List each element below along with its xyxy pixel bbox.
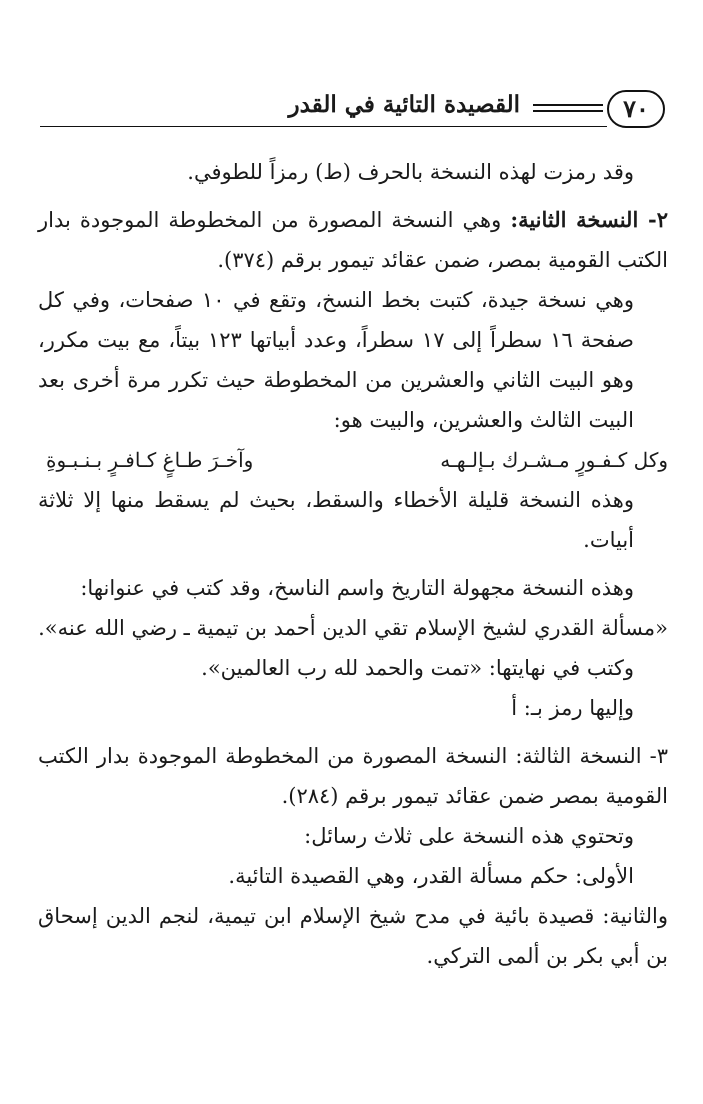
paragraph-title-quote: «مسألة القدري لشيخ الإسلام تقي الدين أحمد بن تيمية ـ رضي الله عنه». — [38, 616, 668, 640]
poem-verse — [38, 440, 668, 480]
section-heading-second-copy: ٢- النسخة الثانية: — [510, 207, 668, 232]
page-header — [40, 86, 665, 136]
verse-second-hemistich: وآخـرَ طـاغٍ كـافـرٍ بـنـبـوةِ — [46, 448, 254, 472]
paragraph-symbol-note: وقد رمزت لهذه النسخة بالحرف (ط) رمزاً للطوفي. — [187, 160, 634, 184]
paragraph-errors: وهذه النسخة قليلة الأخطاء والسقط، بحيث لم يسقط منها إلا ثلاثة أبيات. — [38, 488, 634, 552]
paragraph-symbol-alif: وإليها رمز بـ: أ — [511, 696, 634, 720]
paragraph-copy-details: وهي نسخة جيدة، كتبت بخط النسخ، وتقع في ١٠ صفحات، وفي كل صفحة ١٦ سطراً إلى ١٧ سطراً، وعدد أبياتها ١٢٣ بيتاً، مع بيت مكرر، وهو البيت الثاني والعشرين من المخطوطة حيث تكرر مرة أخرى بعد البيت الثالث والعشرين، والبيت هو: — [38, 288, 634, 432]
page-body — [38, 152, 668, 976]
verse-first-hemistich: وكل كـفـورٍ مـشـرك بـإلـهـه — [440, 448, 668, 472]
paragraph-second-letter: والثانية: قصيدة بائية في مدح شيخ الإسلام ابن تيمية، لنجم الدين إسحاق بن أبي بكر بن ألمى التركي. — [38, 904, 668, 968]
header-divider — [40, 126, 607, 127]
paragraph-ending-quote: وكتب في نهايتها: «تمت والحمد لله رب العالمين». — [201, 656, 634, 680]
paragraph-third-copy: ٣- النسخة الثالثة: النسخة المصورة من المخطوطة الموجودة بدار الكتب القومية بمصر ضمن عقائد تيمور برقم (٢٨٤). — [38, 744, 668, 808]
paragraph-three-letters: وتحتوي هذه النسخة على ثلاث رسائل: — [304, 824, 634, 848]
page-number: ٧٠ — [607, 90, 665, 128]
second-copy-description: وهي النسخة المصورة من المخطوطة الموجودة بدار الكتب القومية بمصر، ضمن عقائد تيمور برقم (٣٧٤). — [38, 208, 668, 272]
running-title: القصيدة التائية في القدر — [288, 91, 520, 118]
paragraph-first-letter: الأولى: حكم مسألة القدر، وهي القصيدة التائية. — [228, 864, 634, 888]
paragraph-second-copy — [38, 200, 668, 280]
paragraph-unknown-date: وهذه النسخة مجهولة التاريخ واسم الناسخ، وقد كتب في عنوانها: — [80, 576, 634, 600]
header-double-rule — [533, 104, 603, 112]
